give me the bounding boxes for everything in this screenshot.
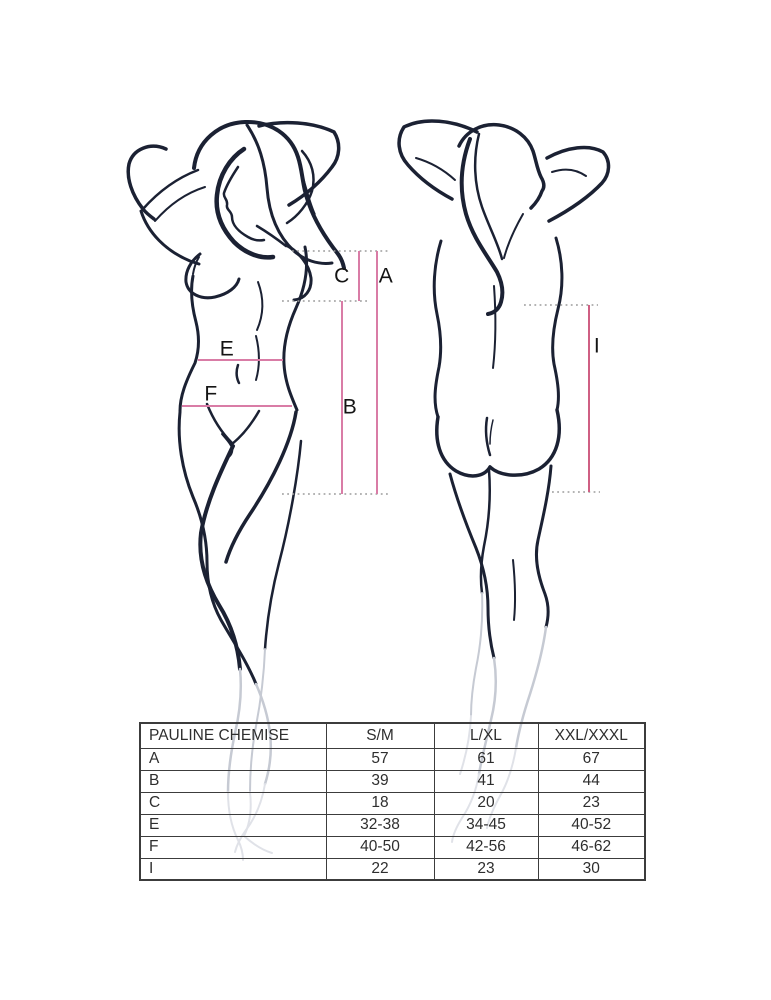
table-cell-value: 41 xyxy=(434,770,538,792)
table-cell-value: 44 xyxy=(538,770,645,792)
size-table xyxy=(139,722,646,881)
table-cell-value: 61 xyxy=(434,748,538,770)
size-table-header-row xyxy=(140,723,645,748)
row-label-cell: C xyxy=(140,792,326,814)
table-cell-value: 23 xyxy=(538,792,645,814)
table-cell-value: 34-45 xyxy=(434,814,538,836)
table-cell-value: 67 xyxy=(538,748,645,770)
table-cell-value: 22 xyxy=(326,858,434,880)
row-label-cell: I xyxy=(140,858,326,880)
table-cell-value: 32-38 xyxy=(326,814,434,836)
table-cell-value: 40-50 xyxy=(326,836,434,858)
measure-label-b: B xyxy=(342,395,358,419)
table-row-b xyxy=(140,770,645,792)
table-cell-value: 18 xyxy=(326,792,434,814)
back-measure-guides xyxy=(524,305,600,492)
row-label-cell: F xyxy=(140,836,326,858)
table-row-a xyxy=(140,748,645,770)
table-cell-value: 46-62 xyxy=(538,836,645,858)
table-cell-value: 20 xyxy=(434,792,538,814)
row-label-cell: A xyxy=(140,748,326,770)
measure-label-f: F xyxy=(204,382,218,406)
table-cell-value: 40-52 xyxy=(538,814,645,836)
table-cell-value: 57 xyxy=(326,748,434,770)
table-row-f xyxy=(140,836,645,858)
table-row-c xyxy=(140,792,645,814)
table-cell-value: 42-56 xyxy=(434,836,538,858)
measure-label-a: A xyxy=(378,264,394,288)
size-column-header: S/M xyxy=(326,723,434,748)
measure-label-e: E xyxy=(219,337,235,361)
table-cell-value: 39 xyxy=(326,770,434,792)
size-column-header: L/XL xyxy=(434,723,538,748)
table-cell-value: 30 xyxy=(538,858,645,880)
table-row-i xyxy=(140,858,645,880)
measure-label-c: C xyxy=(334,264,350,288)
row-label-cell: B xyxy=(140,770,326,792)
size-column-header: XXL/XXXL xyxy=(538,723,645,748)
product-name-cell: PAULINE CHEMISE xyxy=(140,723,326,748)
table-row-e xyxy=(140,814,645,836)
table-cell-value: 23 xyxy=(434,858,538,880)
measure-label-i: I xyxy=(593,334,601,358)
row-label-cell: E xyxy=(140,814,326,836)
